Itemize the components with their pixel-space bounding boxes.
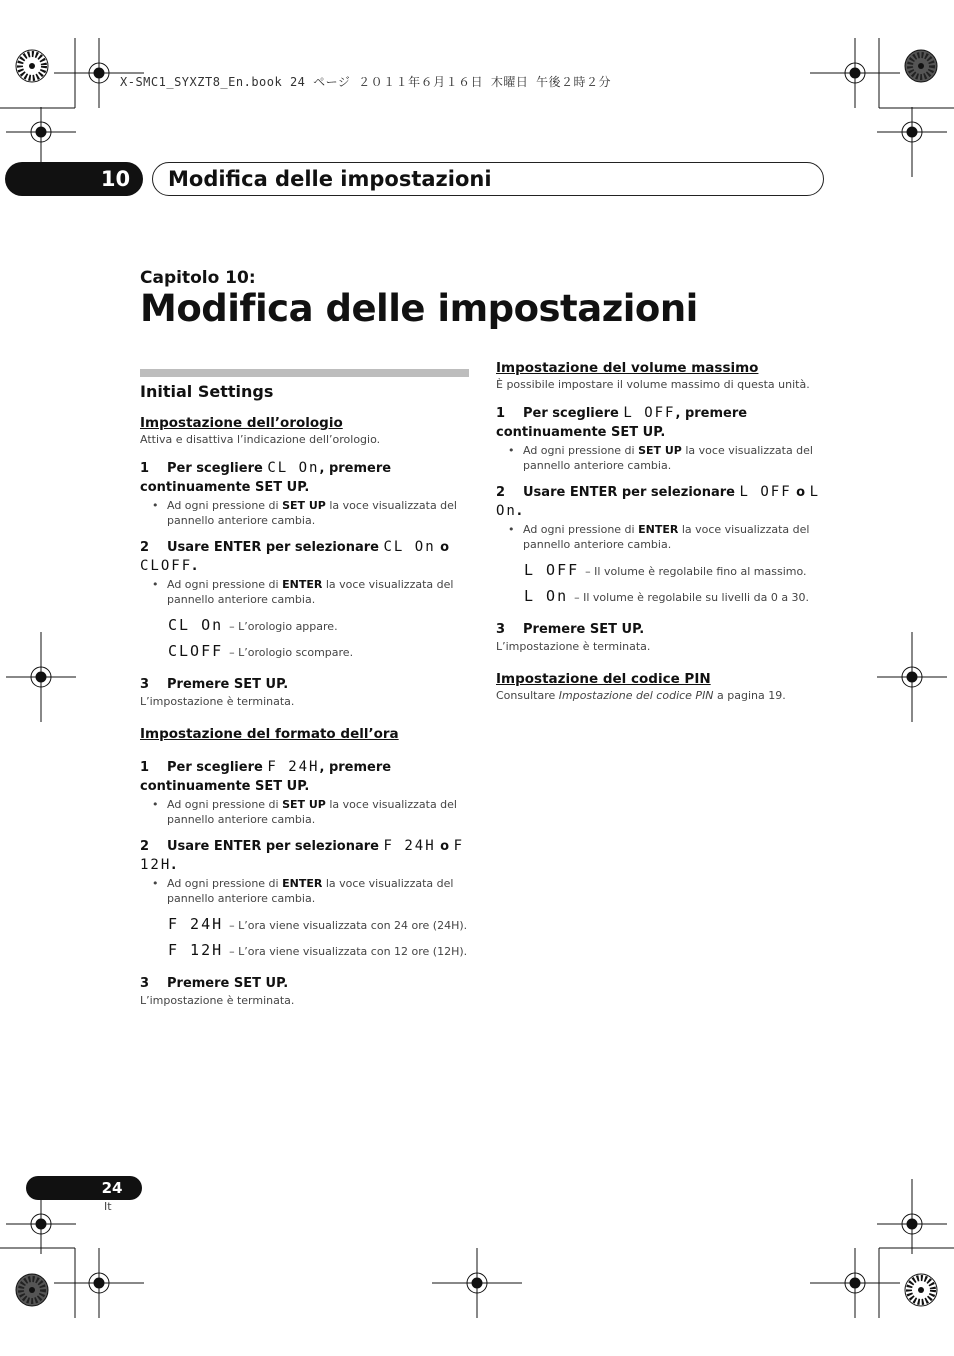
- time-format-step-1: 1 Per scegliere F 24H, premere continuamente SET UP.: [140, 759, 392, 794]
- chapter-label: Capitolo 10:: [140, 268, 256, 288]
- clock-setting-desc: Attiva e disattiva l’indicazione dell’orologio.: [140, 433, 381, 446]
- right-column: [496, 360, 826, 715]
- pin-page-reference: Impostazione del codice PIN: [558, 689, 714, 702]
- volume-step-1: 1 Per scegliere L OFF, premere continuamente SET UP.: [496, 405, 748, 440]
- volume-step-1-note: • Ad ogni pressione di SET UP la voce visualizzata del pannello anteriore cambia.: [496, 444, 826, 473]
- volume-setting-heading: Impostazione del volume massimo: [496, 360, 759, 376]
- section-divider: [140, 369, 469, 377]
- volume-option-on: L On – Il volume è regolabile su livelli da 0 a 30.: [524, 587, 810, 605]
- clock-done-text: L’impostazione è terminata.: [140, 695, 295, 708]
- time-format-step-1-note: • Ad ogni pressione di SET UP la voce visualizzata del pannello anteriore cambia.: [140, 798, 470, 827]
- volume-done-text: L’impostazione è terminata.: [496, 640, 651, 653]
- time-format-step-2: 2 Usare ENTER per selezionare F 24H o F 12H.: [140, 838, 465, 873]
- clock-step-2-note: • Ad ogni pressione di ENTER la voce visualizzata del pannello anteriore cambia.: [140, 578, 470, 607]
- volume-step-2-note: • Ad ogni pressione di ENTER la voce visualizzata del pannello anteriore cambia.: [496, 523, 826, 552]
- chapter-number: 10: [100, 167, 131, 191]
- print-header: X-SMC1_SYXZT8_En.book 24 ページ ２０１１年６月１６日 木曜日 午後２時２分: [120, 75, 612, 89]
- pin-setting-heading: Impostazione del codice PIN: [496, 671, 711, 687]
- left-column: [140, 380, 470, 1025]
- volume-option-off: L OFF – Il volume è regolabile fino al massimo.: [524, 561, 807, 579]
- time-format-step-3: 3 Premere SET UP.: [140, 976, 289, 991]
- clock-step-1-note: • Ad ogni pressione di SET UP la voce visualizzata del pannello anteriore cambia.: [140, 499, 470, 528]
- clock-option-on: CL On – L’orologio appare.: [168, 616, 338, 634]
- time-format-done-text: L’impostazione è terminata.: [140, 994, 295, 1007]
- time-format-option-24h: F 24H – L’ora viene visualizzata con 24 ore (24H).: [168, 915, 468, 933]
- time-format-option-12h: F 12H – L’ora viene visualizzata con 12 ore (12H).: [168, 941, 468, 959]
- language-code: It: [104, 1200, 112, 1213]
- time-format-step-2-note: • Ad ogni pressione di ENTER la voce visualizzata del pannello anteriore cambia.: [140, 877, 470, 906]
- clock-step-2: 2 Usare ENTER per selezionare CL On o CLOFF.: [140, 539, 450, 574]
- clock-step-3: 3 Premere SET UP.: [140, 677, 289, 692]
- chapter-bar-title: Modifica delle impostazioni: [168, 167, 492, 191]
- clock-step-1: 1 Per scegliere CL On, premere continuamente SET UP.: [140, 460, 392, 495]
- volume-step-2: 2 Usare ENTER per selezionare L OFF o L On.: [496, 484, 821, 519]
- volume-step-3: 3 Premere SET UP.: [496, 622, 645, 637]
- section-title: Initial Settings: [140, 382, 274, 401]
- pin-setting-desc: Consultare Impostazione del codice PIN a pagina 19.: [496, 689, 786, 702]
- clock-setting-heading: Impostazione dell’orologio: [140, 415, 343, 431]
- volume-setting-desc: È possibile impostare il volume massimo di questa unità.: [496, 378, 810, 391]
- clock-option-off: CLOFF – L’orologio scompare.: [168, 642, 354, 660]
- page-number: 24: [101, 1179, 123, 1197]
- page-title: Modifica delle impostazioni: [140, 287, 698, 330]
- time-format-heading: Impostazione del formato dell’ora: [140, 726, 399, 742]
